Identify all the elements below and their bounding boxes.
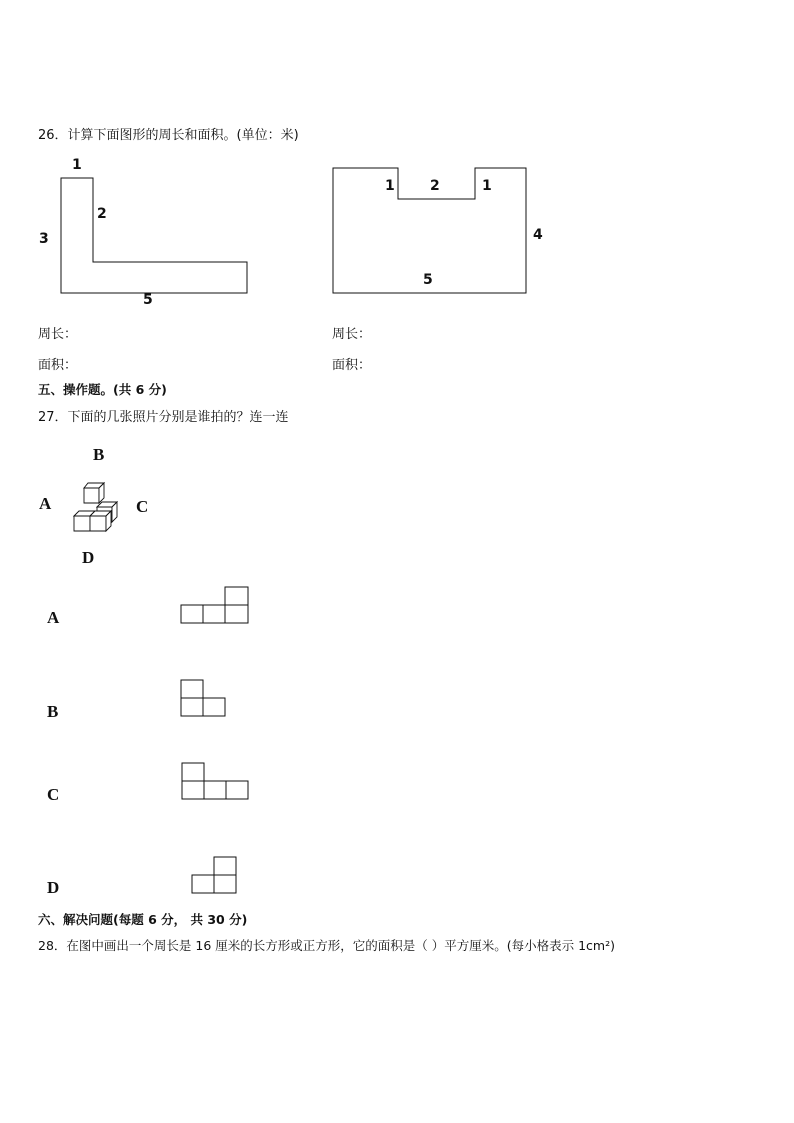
fig2-notch-right-dimension: 1: [482, 178, 492, 194]
question-27-text: 27．下面的几张照片分别是谁拍的？连一连: [38, 410, 289, 425]
fig1-inner-dimension: 2: [97, 206, 107, 222]
fig1-top-dimension: 1: [72, 157, 82, 173]
view-label-d: D: [47, 878, 60, 897]
fig2-notch-left-dimension: 1: [385, 178, 395, 194]
question-28-text: 28．在图中画出一个周长是 16 厘米的长方形或正方形，它的面积是（ ）平方厘米。(每小格表示 1cm²): [38, 938, 615, 953]
direction-label-d: D: [82, 548, 95, 567]
direction-label-a: A: [39, 494, 52, 513]
fig2-bottom-dimension: 5: [423, 272, 433, 288]
section-6-heading: 六、解决问题(每题 6 分， 共 30 分): [38, 912, 248, 927]
view-label-b: B: [47, 702, 59, 721]
view-label-a: A: [47, 608, 60, 627]
section-5-heading: 五、操作题。(共 6 分): [38, 382, 167, 397]
fig1-left-dimension: 3: [39, 231, 49, 247]
fig1-area-label: 面积：: [38, 358, 78, 373]
fig2-perimeter-label: 周长：: [332, 327, 372, 342]
fig2-notch-mid-dimension: 2: [430, 178, 440, 194]
fig2-right-dimension: 4: [533, 227, 543, 243]
view-label-c: C: [47, 785, 60, 804]
fig1-bottom-dimension: 5: [143, 292, 153, 308]
question-26-text: 26．计算下面图形的周长和面积。(单位：米): [38, 128, 299, 143]
fig1-perimeter-label: 周长：: [38, 327, 78, 342]
direction-label-b: B: [93, 445, 105, 464]
direction-label-c: C: [136, 497, 149, 516]
fig2-area-label: 面积：: [332, 358, 372, 373]
